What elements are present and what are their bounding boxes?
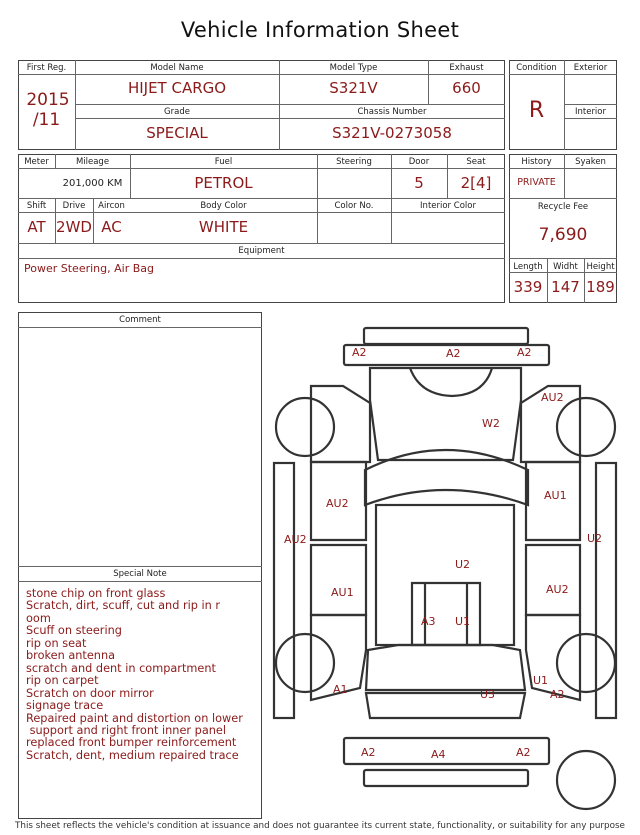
syaken-label: Syaken bbox=[575, 157, 606, 167]
damage-code-right-side: U2 bbox=[587, 532, 603, 545]
special-note-item: Repaired paint and distortion on lower bbox=[26, 711, 243, 725]
length-value: 339 bbox=[513, 278, 543, 296]
grade-label: Grade bbox=[164, 107, 190, 117]
history-value: PRIVATE bbox=[517, 177, 556, 188]
recycle-fee-value: 7,690 bbox=[538, 225, 588, 245]
comment-label: Comment bbox=[119, 315, 161, 325]
exhaust-value: 660 bbox=[452, 79, 481, 97]
width-value: 147 bbox=[551, 278, 580, 296]
model-type-label: Model Type bbox=[329, 63, 378, 73]
aircon-label: Aircon bbox=[98, 201, 125, 211]
special-note-item: broken antenna bbox=[26, 649, 116, 663]
height-value: 189 bbox=[586, 278, 615, 296]
special-note-item: rip on carpet bbox=[26, 674, 99, 688]
exterior-label: Exterior bbox=[573, 63, 608, 73]
damage-code-rear-right: A2 bbox=[517, 346, 532, 359]
drive-value: 2WD bbox=[56, 218, 92, 236]
damage-code-hood: U3 bbox=[480, 688, 496, 701]
recycle-fee-label: Recycle Fee bbox=[537, 202, 589, 212]
first-reg-label: First Reg. bbox=[26, 63, 67, 73]
damage-code-right-front-door: AU2 bbox=[546, 583, 569, 596]
damage-code-left-rear-side: AU2 bbox=[326, 497, 349, 510]
exhaust-label: Exhaust bbox=[449, 63, 484, 73]
seat-value: 2[4] bbox=[460, 174, 492, 192]
height-label: Height bbox=[586, 262, 615, 272]
damage-code-front-right: A2 bbox=[516, 746, 531, 759]
length-label: Length bbox=[513, 262, 543, 272]
mileage-value: 201,000 KM bbox=[62, 178, 123, 189]
seat-label: Seat bbox=[466, 157, 486, 167]
damage-code-right-front-corner: A2 bbox=[550, 688, 565, 701]
meter-label: Meter bbox=[24, 157, 49, 167]
body-color-label: Body Color bbox=[200, 201, 247, 211]
door-label: Door bbox=[408, 157, 430, 167]
special-note-item: replaced front bumper reinforcement bbox=[26, 736, 237, 750]
first-reg-month: /11 bbox=[32, 110, 61, 130]
model-name-label: Model Name bbox=[150, 63, 204, 73]
aircon-value: AC bbox=[101, 218, 122, 236]
interior-label: Interior bbox=[574, 107, 606, 117]
equipment-value: Power Steering, Air Bag bbox=[24, 262, 154, 275]
door-value: 5 bbox=[414, 174, 424, 192]
chassis-number-value: S321V-0273058 bbox=[332, 124, 452, 142]
damage-code-right-rear-side: AU1 bbox=[544, 489, 567, 502]
special-note-item: stone chip on front glass bbox=[26, 587, 166, 600]
damage-code-front-center: A4 bbox=[431, 748, 446, 761]
damage-code-left-front-fender: A1 bbox=[333, 683, 348, 696]
damage-code-left-front-door: AU1 bbox=[331, 586, 354, 599]
mileage-label: Mileage bbox=[75, 157, 110, 167]
chassis-number-label: Chassis Number bbox=[357, 107, 427, 117]
damage-code-floor-right: U1 bbox=[455, 615, 471, 628]
special-note-item: Scuff on steering bbox=[26, 624, 122, 638]
shift-label: Shift bbox=[26, 201, 47, 211]
equipment-label: Equipment bbox=[238, 246, 285, 256]
damage-code-floor-left: A3 bbox=[421, 615, 436, 628]
special-note-label: Special Note bbox=[113, 569, 167, 579]
model-type-value: S321V bbox=[329, 79, 378, 97]
damage-code-front-left: A2 bbox=[361, 746, 376, 759]
condition-grade: R bbox=[528, 98, 545, 123]
special-note-item: rip on seat bbox=[26, 636, 87, 650]
damage-code-rear-glass: W2 bbox=[482, 417, 500, 430]
damage-code-rear-center: A2 bbox=[446, 347, 461, 360]
interior-color-label: Interior Color bbox=[420, 201, 476, 211]
grade-value: SPECIAL bbox=[146, 124, 208, 142]
special-note-item: Scratch, dent, medium repaired trace bbox=[26, 748, 239, 762]
history-label: History bbox=[521, 157, 552, 167]
damage-code-right-rear-panel: AU2 bbox=[541, 391, 564, 404]
first-reg-year: 2015 bbox=[26, 90, 70, 110]
color-no-label: Color No. bbox=[334, 201, 374, 211]
damage-code-rear-left: A2 bbox=[352, 346, 367, 359]
body-color-value: WHITE bbox=[198, 218, 249, 236]
drive-label: Drive bbox=[62, 201, 86, 211]
special-note-item: support and right front inner panel bbox=[26, 723, 226, 737]
steering-label: Steering bbox=[336, 157, 372, 167]
width-label: Widht bbox=[553, 262, 578, 272]
damage-code-left-side: AU2 bbox=[284, 533, 307, 546]
damage-code-right-front-fender: U1 bbox=[533, 674, 549, 687]
special-note-item: signage trace bbox=[26, 699, 104, 713]
special-note-item: Scratch on door mirror bbox=[26, 686, 154, 700]
vehicle-damage-diagram bbox=[270, 320, 630, 820]
special-note-item: scratch and dent in compartment bbox=[26, 661, 216, 675]
special-note-item: Scratch, dirt, scuff, cut and rip in r bbox=[26, 599, 221, 613]
special-note-list bbox=[26, 588, 246, 762]
model-name-value: HIJET CARGO bbox=[127, 79, 227, 97]
damage-code-roof: U2 bbox=[455, 558, 471, 571]
footer-disclaimer: This sheet reflects the vehicle's condition at issuance and does not guarantee its current state, functionality, or suitability for any purpose bbox=[15, 821, 625, 831]
shift-value: AT bbox=[27, 218, 46, 236]
sheet-title: Vehicle Information Sheet bbox=[180, 18, 460, 42]
fuel-value: PETROL bbox=[194, 174, 253, 192]
condition-label: Condition bbox=[516, 63, 557, 73]
special-note-item: oom bbox=[26, 611, 51, 625]
fuel-label: Fuel bbox=[214, 157, 233, 167]
